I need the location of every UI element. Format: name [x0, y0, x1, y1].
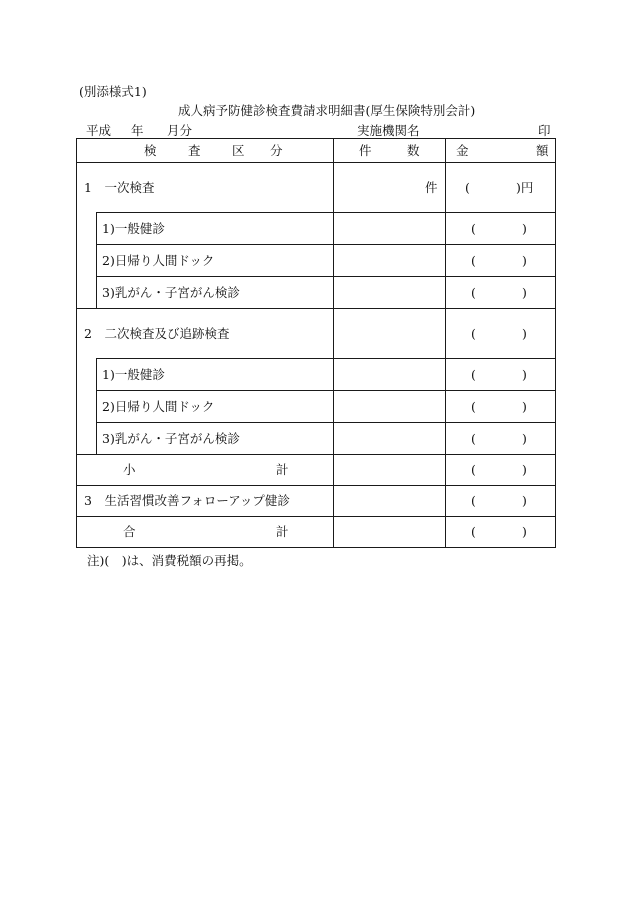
- row-border: [96, 390, 556, 391]
- amount-paren-close: ): [522, 253, 527, 268]
- amount-paren-close: ): [522, 285, 527, 300]
- amount-paren-close: ): [522, 431, 527, 446]
- count-unit: 件: [425, 180, 438, 195]
- row-border: [96, 244, 556, 245]
- secondary-cancer-label: 3)乳がん・子宮がん検診: [102, 431, 240, 446]
- total-label-right: 計: [276, 524, 289, 539]
- secondary-dock-label: 2)日帰り人間ドック: [102, 399, 215, 414]
- amount-paren-close: ): [522, 399, 527, 414]
- month-label: 月分: [167, 123, 193, 138]
- row-border: [76, 454, 556, 455]
- amount-paren-open: (: [471, 253, 476, 268]
- amount-paren-open: (: [471, 367, 476, 382]
- row-border: [76, 308, 556, 309]
- form-label: (別添様式1): [79, 84, 147, 99]
- indent-border: [96, 358, 97, 454]
- amount-paren-open: (: [471, 285, 476, 300]
- row-border: [96, 276, 556, 277]
- row-border: [96, 422, 556, 423]
- lifestyle-followup-label: 3 生活習慣改善フォローアップ健診: [84, 493, 290, 508]
- amount-paren-open: (: [471, 431, 476, 446]
- amount-paren-open: (: [465, 180, 470, 195]
- secondary-exam-label: 2 二次検査及び追跡検査: [84, 326, 230, 341]
- amount-paren-close: ): [522, 462, 527, 477]
- primary-exam-label: 1 一次検査: [84, 180, 155, 195]
- era-label: 平成: [86, 123, 112, 138]
- amount-column-border: [445, 138, 446, 548]
- amount-paren-open: (: [471, 524, 476, 539]
- amount-paren-open: (: [471, 399, 476, 414]
- footnote: 注)( )は、消費税額の再掲。: [87, 553, 252, 568]
- row-border: [76, 516, 556, 517]
- total-label-left: 合: [123, 524, 136, 539]
- amount-paren-open: (: [471, 462, 476, 477]
- table-left-border: [76, 138, 77, 548]
- row-border: [96, 212, 556, 213]
- seal-label: 印: [538, 123, 551, 138]
- category-header-char: 査: [188, 143, 201, 158]
- category-header-char: 分: [270, 143, 283, 158]
- category-header-char: 検: [144, 143, 157, 158]
- amount-paren-close: ): [522, 493, 527, 508]
- primary-general-label: 1)一般健診: [102, 221, 165, 236]
- amount-paren-open: (: [471, 493, 476, 508]
- count-header-right: 数: [407, 143, 420, 158]
- subtotal-label-left: 小: [123, 462, 136, 477]
- table-top-border: [76, 138, 556, 139]
- table-bottom-border: [76, 547, 556, 548]
- row-border: [76, 485, 556, 486]
- statement-table: [76, 138, 556, 548]
- table-right-border: [555, 138, 556, 548]
- document-title: 成人病予防健診検査費請求明細書(厚生保険特別会計): [178, 103, 476, 118]
- amount-paren-close: ): [522, 524, 527, 539]
- subtotal-label-right: 計: [276, 462, 289, 477]
- primary-dock-label: 2)日帰り人間ドック: [102, 253, 215, 268]
- category-header-char: 区: [232, 143, 245, 158]
- primary-cancer-label: 3)乳がん・子宮がん検診: [102, 285, 240, 300]
- amount-paren-close: ): [522, 326, 527, 341]
- amount-paren-close-yen: )円: [516, 180, 534, 195]
- secondary-general-label: 1)一般健診: [102, 367, 165, 382]
- count-column-border: [333, 138, 334, 548]
- indent-border: [96, 212, 97, 308]
- amount-paren-open: (: [471, 221, 476, 236]
- amount-header-left: 金: [456, 143, 469, 158]
- amount-paren-close: ): [522, 367, 527, 382]
- count-header-left: 件: [359, 143, 372, 158]
- amount-paren-open: (: [471, 326, 476, 341]
- amount-header-right: 額: [536, 143, 549, 158]
- amount-paren-close: ): [522, 221, 527, 236]
- row-border: [96, 358, 556, 359]
- year-label: 年: [131, 123, 144, 138]
- institution-label: 実施機関名: [357, 123, 420, 138]
- header-row-border: [76, 162, 556, 163]
